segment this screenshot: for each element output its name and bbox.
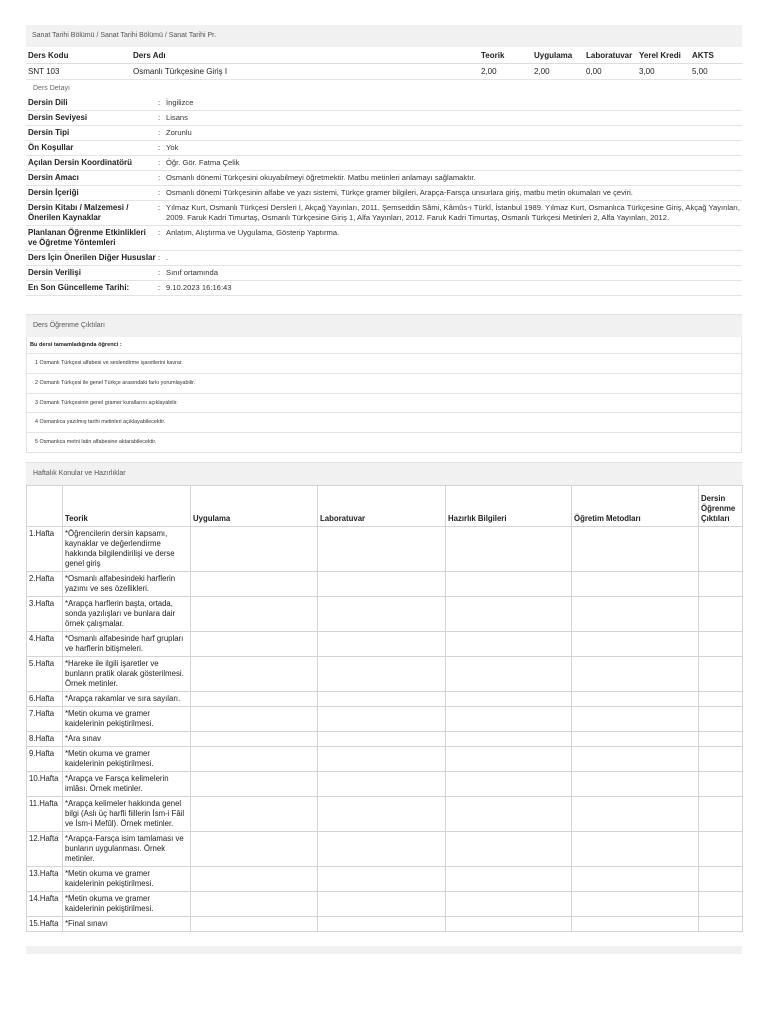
detail-label: En Son Güncelleme Tarihi: xyxy=(26,281,158,296)
week-theory: *Metin okuma ve gramer kaidelerinin pekiştirilmesi. xyxy=(63,866,191,891)
detail-label: Ön Koşullar xyxy=(26,141,158,156)
weekly-topics-table xyxy=(26,485,743,932)
detail-value: Osmanlı dönemi Türkçesinin alfabe ve yazı sistemi, Türkçe gramer bilgileri, Arapça-Farsça unsurlara giriş, matbu metin okumaları ve çeviri. xyxy=(164,186,742,201)
week-methods xyxy=(572,631,699,656)
weekly-header-outcomes: Dersin Öğrenme Çıktıları xyxy=(699,485,743,526)
detail-label: Açılan Dersin Koordinatörü xyxy=(26,156,158,171)
week-preparation xyxy=(446,866,572,891)
course-summary-table xyxy=(26,47,742,79)
week-preparation xyxy=(446,796,572,831)
week-methods xyxy=(572,656,699,691)
detail-value: Anlatım, Alıştırma ve Uygulama, Gösterip Yaptırma. xyxy=(164,226,742,251)
week-lab xyxy=(318,891,446,916)
week-methods xyxy=(572,831,699,866)
week-label: 5.Hafta xyxy=(27,656,63,691)
week-label: 13.Hafta xyxy=(27,866,63,891)
weekly-header-practice: Uygulama xyxy=(191,485,318,526)
weekly-row xyxy=(27,796,743,831)
week-practice xyxy=(191,596,318,631)
week-label: 7.Hafta xyxy=(27,706,63,731)
detail-value: İngilizce xyxy=(164,96,742,111)
week-theory: *Öğrencilerin dersin kapsamı, kaynaklar ve değerlendirme hakkında bilgilendirilişi ve derse genel giriş xyxy=(63,526,191,571)
week-label: 4.Hafta xyxy=(27,631,63,656)
week-practice xyxy=(191,631,318,656)
weekly-row xyxy=(27,596,743,631)
week-methods xyxy=(572,731,699,746)
week-preparation xyxy=(446,891,572,916)
header-lab: Laboratuvar xyxy=(584,47,637,64)
outcome-item: 2 Osmanlı Türkçesi ile genel Türkçe arasındaki farkı yorumlayabilir. xyxy=(27,374,741,394)
detail-value: Osmanlı dönemi Türkçesini okuyabilmeyi öğretmektir. Matbu metinleri anlamayı sağlamaktır. xyxy=(164,171,742,186)
detail-row xyxy=(26,156,742,171)
detail-value: 9.10.2023 16:16:43 xyxy=(164,281,742,296)
detail-row xyxy=(26,226,742,251)
week-label: 2.Hafta xyxy=(27,571,63,596)
week-preparation xyxy=(446,731,572,746)
detail-colon: : xyxy=(158,171,164,186)
weekly-row xyxy=(27,571,743,596)
week-methods xyxy=(572,691,699,706)
week-lab xyxy=(318,746,446,771)
detail-row xyxy=(26,251,742,266)
week-outcomes xyxy=(699,831,743,866)
week-theory: *Metin okuma ve gramer kaidelerinin pekiştirilmesi. xyxy=(63,891,191,916)
header-practice: Uygulama xyxy=(532,47,584,64)
week-preparation xyxy=(446,771,572,796)
week-label: 1.Hafta xyxy=(27,526,63,571)
detail-row xyxy=(26,141,742,156)
week-preparation xyxy=(446,631,572,656)
week-theory: *Arapça ve Farsça kelimelerin imlâsı. Örnek metinler. xyxy=(63,771,191,796)
detail-colon: : xyxy=(158,201,164,226)
header-theory: Teorik xyxy=(479,47,532,64)
week-label: 11.Hafta xyxy=(27,796,63,831)
detail-label: Dersin Tipi xyxy=(26,126,158,141)
weekly-header-preparation: Hazırlık Bilgileri xyxy=(446,485,572,526)
course-code: SNT 103 xyxy=(28,67,60,76)
week-lab xyxy=(318,831,446,866)
week-lab xyxy=(318,631,446,656)
weekly-header-week xyxy=(27,485,63,526)
week-theory: *Arapça harflerin başta, ortada, sonda yazılışları ve bunlara dair örnek çalışmalar. xyxy=(63,596,191,631)
week-label: 10.Hafta xyxy=(27,771,63,796)
header-local-credit: Yerel Kredi xyxy=(637,47,690,64)
detail-colon: : xyxy=(158,281,164,296)
week-label: 3.Hafta xyxy=(27,596,63,631)
detail-colon: : xyxy=(158,251,164,266)
week-theory: *Osmanlı alfabesindeki harflerin yazımı ve ses özellikleri. xyxy=(63,571,191,596)
week-preparation xyxy=(446,831,572,866)
detail-row xyxy=(26,266,742,281)
week-practice xyxy=(191,656,318,691)
week-outcomes xyxy=(699,731,743,746)
week-outcomes xyxy=(699,916,743,931)
week-outcomes xyxy=(699,691,743,706)
page-footer-bar xyxy=(26,946,742,954)
detail-row xyxy=(26,126,742,141)
outcome-item: 5 Osmanlıca metni latin alfabesine aktarabilecektir. xyxy=(35,439,157,446)
detail-label: Dersin Amacı xyxy=(26,171,158,186)
week-outcomes xyxy=(699,631,743,656)
outcomes-list xyxy=(26,337,742,453)
week-preparation xyxy=(446,656,572,691)
course-lab: 0,00 xyxy=(586,67,602,76)
week-lab xyxy=(318,731,446,746)
header-course-code: Ders Kodu xyxy=(26,47,131,64)
detail-row xyxy=(26,201,742,226)
week-methods xyxy=(572,746,699,771)
week-practice xyxy=(191,731,318,746)
week-label: 9.Hafta xyxy=(27,746,63,771)
week-methods xyxy=(572,866,699,891)
week-practice xyxy=(191,866,318,891)
week-outcomes xyxy=(699,526,743,571)
detail-label: Dersin İçeriği xyxy=(26,186,158,201)
outcomes-section-title: Ders Öğrenme Çıktıları xyxy=(26,314,742,337)
week-practice xyxy=(191,691,318,706)
week-lab xyxy=(318,571,446,596)
week-theory: *Metin okuma ve gramer kaidelerinin pekiştirilmesi. xyxy=(63,746,191,771)
weekly-row xyxy=(27,631,743,656)
week-practice xyxy=(191,916,318,931)
detail-label: Ders İçin Önerilen Diğer Hususlar xyxy=(26,251,158,266)
week-methods xyxy=(572,796,699,831)
week-label: 6.Hafta xyxy=(27,691,63,706)
week-outcomes xyxy=(699,866,743,891)
detail-colon: : xyxy=(158,266,164,281)
weekly-header-theory: Teorik xyxy=(63,485,191,526)
detail-value: Sınıf ortamında xyxy=(164,266,742,281)
course-practice: 2,00 xyxy=(534,67,550,76)
week-lab xyxy=(318,706,446,731)
week-outcomes xyxy=(699,771,743,796)
detail-section-title: Ders Detayı xyxy=(26,79,742,96)
week-practice xyxy=(191,771,318,796)
weekly-body xyxy=(27,526,743,931)
week-preparation xyxy=(446,596,572,631)
week-preparation xyxy=(446,571,572,596)
course-detail-table xyxy=(26,96,742,296)
detail-colon: : xyxy=(158,111,164,126)
detail-row xyxy=(26,186,742,201)
detail-row xyxy=(26,96,742,111)
detail-label: Dersin Seviyesi xyxy=(26,111,158,126)
week-lab xyxy=(318,916,446,931)
weekly-row xyxy=(27,866,743,891)
detail-colon: : xyxy=(158,226,164,251)
week-lab xyxy=(318,596,446,631)
week-outcomes xyxy=(699,746,743,771)
week-methods xyxy=(572,891,699,916)
detail-value: Lisans xyxy=(164,111,742,126)
detail-label: Dersin Verilişi xyxy=(26,266,158,281)
weekly-header-methods: Öğretim Metodları xyxy=(572,485,699,526)
week-practice xyxy=(191,796,318,831)
header-ects: AKTS xyxy=(690,47,742,64)
week-practice xyxy=(191,571,318,596)
outcome-item: 1 Osmanlı Türkçesi alfabesi ve seslendirme işaretlerini kavrar. xyxy=(27,354,741,374)
week-preparation xyxy=(446,746,572,771)
weekly-row xyxy=(27,691,743,706)
weekly-row xyxy=(27,526,743,571)
week-outcomes xyxy=(699,706,743,731)
outcome-item: 3 Osmanlı Türkçesinin genel gramer kurallarını açıklayabilir. xyxy=(27,394,741,414)
weekly-section-title: Haftalık Konular ve Hazırlıklar xyxy=(26,462,742,485)
detail-label: Planlanan Öğrenme Etkinlikleri ve Öğretme Yöntemleri xyxy=(26,226,158,251)
weekly-row xyxy=(27,916,743,931)
week-lab xyxy=(318,796,446,831)
weekly-row xyxy=(27,731,743,746)
detail-value: Zorunlu xyxy=(164,126,742,141)
detail-row xyxy=(26,281,742,296)
week-label: 14.Hafta xyxy=(27,891,63,916)
week-preparation xyxy=(446,916,572,931)
outcomes-intro: Bu dersi tamamladığında öğrenci : xyxy=(27,337,741,354)
weekly-row xyxy=(27,831,743,866)
detail-value: Yılmaz Kurt, Osmanlı Türkçesi Dersleri I, Akçağ Yayınları, 2011. Şemseddin Sâmi, Kâmûs-ı Türkî, İstanbul 1989. Yılmaz Kurt, Osmanlıca Türkçesine Giriş, Akçağ Yayınları, 2009. Faruk Kadri Timurtaş, Osmanlı Türkçesine Giriş 1, Alfa Yayınları, 2012. Faruk Kadri Timurtaş, Osmanlı Türkçesi Metinleri 2, Alfa Yayınları, 2012. xyxy=(164,201,742,226)
week-preparation xyxy=(446,526,572,571)
week-outcomes xyxy=(699,596,743,631)
week-lab xyxy=(318,771,446,796)
detail-label: Dersin Dili xyxy=(26,96,158,111)
week-practice xyxy=(191,891,318,916)
detail-row xyxy=(26,111,742,126)
week-outcomes xyxy=(699,891,743,916)
week-theory: *Ara sınav xyxy=(63,731,191,746)
course-ects: 5,00 xyxy=(692,67,708,76)
week-lab xyxy=(318,866,446,891)
header-course-name: Ders Adı xyxy=(131,47,479,64)
detail-colon: : xyxy=(158,126,164,141)
week-outcomes xyxy=(699,796,743,831)
week-practice xyxy=(191,746,318,771)
week-methods xyxy=(572,706,699,731)
weekly-row xyxy=(27,706,743,731)
detail-row xyxy=(26,171,742,186)
week-theory: *Osmanlı alfabesinde harf grupları ve harflerin bitişmeleri. xyxy=(63,631,191,656)
week-lab xyxy=(318,691,446,706)
detail-colon: : xyxy=(158,141,164,156)
week-theory: *Arapça kelimeler hakkında genel bilgi (Aslı üç harfli fiillerin İsm-i Fâil ve İsm-i Mefûl). Örnek metinler. xyxy=(63,796,191,831)
week-practice xyxy=(191,706,318,731)
week-theory: *Final sınavı xyxy=(63,916,191,931)
detail-value: . xyxy=(164,251,742,266)
week-preparation xyxy=(446,691,572,706)
week-theory: *Arapça rakamlar ve sıra sayıları. xyxy=(63,691,191,706)
week-methods xyxy=(572,571,699,596)
week-practice xyxy=(191,526,318,571)
breadcrumb: Sanat Tarihi Bölümü / Sanat Tarihi Bölümü / Sanat Tarihi Pr. xyxy=(26,25,742,47)
week-methods xyxy=(572,916,699,931)
detail-colon: : xyxy=(158,156,164,171)
week-label: 15.Hafta xyxy=(27,916,63,931)
week-label: 8.Hafta xyxy=(27,731,63,746)
outcome-item: 4 Osmanlıca yazılmış tarihi metinleri açıklayabilecektir. xyxy=(27,413,741,433)
week-theory: *Arapça-Farsça isim tamlaması ve bunların uygulanması. Örnek metinler. xyxy=(63,831,191,866)
course-row xyxy=(26,64,742,80)
weekly-row xyxy=(27,656,743,691)
weekly-row xyxy=(27,746,743,771)
weekly-row xyxy=(27,771,743,796)
weekly-header-row xyxy=(27,485,743,526)
week-methods xyxy=(572,526,699,571)
week-practice xyxy=(191,831,318,866)
week-preparation xyxy=(446,706,572,731)
week-theory: *Metin okuma ve gramer kaidelerinin pekiştirilmesi. xyxy=(63,706,191,731)
week-methods xyxy=(572,771,699,796)
course-header-row xyxy=(26,47,742,64)
weekly-row xyxy=(27,891,743,916)
detail-colon: : xyxy=(158,186,164,201)
week-lab xyxy=(318,526,446,571)
week-methods xyxy=(572,596,699,631)
week-outcomes xyxy=(699,571,743,596)
detail-label: Dersin Kitabı / Malzemesi / Önerilen Kaynaklar xyxy=(26,201,158,226)
course-name: Osmanlı Türkçesine Giriş I xyxy=(133,67,228,76)
weekly-header-lab: Laboratuvar xyxy=(318,485,446,526)
detail-value: Yok xyxy=(164,141,742,156)
week-label: 12.Hafta xyxy=(27,831,63,866)
week-outcomes xyxy=(699,656,743,691)
course-theory: 2,00 xyxy=(481,67,497,76)
detail-colon: : xyxy=(158,96,164,111)
week-lab xyxy=(318,656,446,691)
course-local-credit: 3,00 xyxy=(639,67,655,76)
week-theory: *Hareke ile ilgili işaretler ve bunların pratik olarak gösterilmesi. Örnek metinler. xyxy=(63,656,191,691)
detail-value: Öğr. Gör. Fatma Çelik xyxy=(164,156,742,171)
